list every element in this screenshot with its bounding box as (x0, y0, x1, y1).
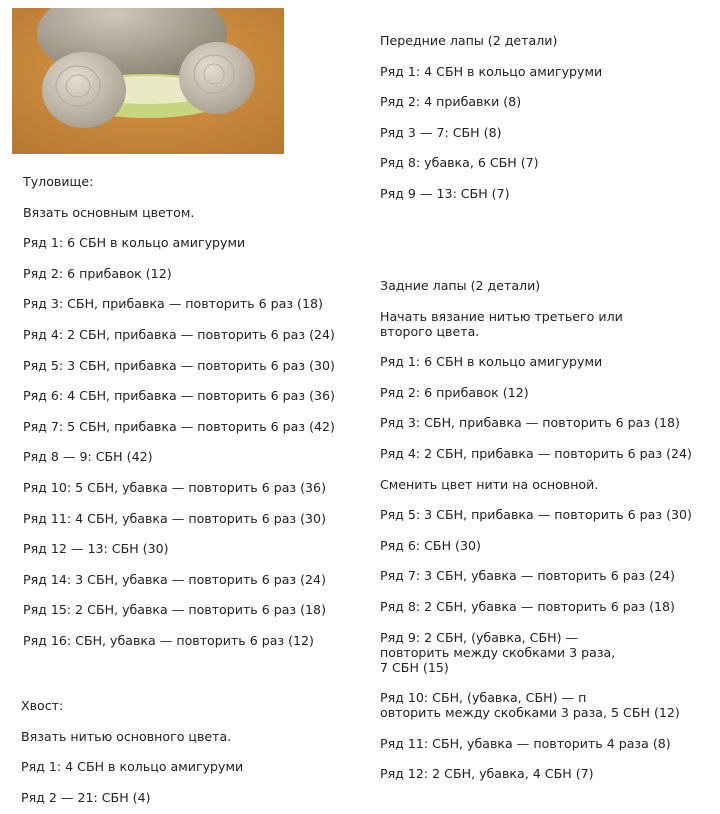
back-paws-line: Ряд 6: СБН (30) (380, 537, 481, 553)
front-paws-line: Ряд 2: 4 прибавки (8) (380, 94, 522, 110)
front-paws-heading: Передние лапы (2 детали) (380, 33, 558, 48)
torso-line: Ряд 6: 4 СБН, прибавка — повторить 6 раз (36) (23, 388, 335, 404)
front-paws-line: Ряд 8: убавка, 6 СБН (7) (380, 155, 539, 171)
back-paws-line: Ряд 7: 3 СБН, убавка — повторить 6 раз (24) (380, 568, 675, 584)
back-paws-line: Ряд 8: 2 СБН, убавка — повторить 6 раз (18) (380, 599, 675, 614)
tail-line: Ряд 1: 4 СБН в кольцо амигуруми (21, 759, 244, 775)
back-paws-line: Ряд 2: 6 прибавок (12) (380, 384, 529, 400)
torso-line: Ряд 15: 2 СБН, убавка — повторить 6 раз (18) (23, 602, 326, 618)
torso-line: Ряд 1: 6 СБН в кольцо амигуруми (23, 235, 246, 251)
back-paws-heading: Задние лапы (2 детали) (380, 278, 541, 293)
tail-line: Вязать нитью основного цвета. (21, 728, 232, 744)
back-paws-line: Ряд 9: 2 СБН, (убавка, СБН) — повторить между скобками 3 раза, 7 СБН (15) (380, 629, 616, 675)
torso-line: Ряд 3: СБН, прибавка — повторить 6 раз (18) (23, 296, 323, 312)
torso-line: Ряд 4: 2 СБН, прибавка — повторить 6 раз (24) (23, 327, 335, 342)
back-paws-line: Сменить цвет нити на основной. (380, 476, 599, 492)
amigurumi-photo-graphic (12, 8, 284, 154)
amigurumi-photo (12, 8, 284, 154)
torso-line: Ряд 12 — 13: СБН (30) (23, 541, 169, 557)
torso-line: Ряд 11: 4 СБН, убавка — повторить 6 раз (30) (23, 510, 326, 526)
torso-line: Ряд 2: 6 прибавок (12) (23, 265, 172, 281)
back-paws-line: Ряд 3: СБН, прибавка — повторить 6 раз (18) (380, 415, 680, 431)
front-paws-line: Ряд 3 — 7: СБН (8) (380, 124, 502, 140)
back-paws-line: Ряд 5: 3 СБН, прибавка — повторить 6 раз (30) (380, 507, 692, 523)
tail-heading: Хвост: (21, 698, 64, 713)
back-paws-line: Ряд 11: СБН, убавка — повторить 4 раза (8) (380, 735, 671, 751)
torso-line: Ряд 16: СБН, убавка — повторить 6 раз (12) (23, 633, 314, 648)
torso-line: Ряд 8 — 9: СБН (42) (23, 449, 153, 465)
back-paws-line: Ряд 4: 2 СБН, прибавка — повторить 6 раз (24) (380, 446, 692, 461)
torso-line: Вязать основным цветом. (23, 204, 195, 220)
torso-heading: Туловище: (23, 174, 94, 189)
front-paws-line: Ряд 1: 4 СБН в кольцо амигуруми (380, 63, 603, 79)
back-paws-line: Начать вязание нитью третьего или второго цвета. (380, 308, 623, 339)
back-paws-line: Ряд 1: 6 СБН в кольцо амигуруми (380, 354, 603, 370)
back-paws-line: Ряд 10: СБН, (убавка, СБН) — п овторить между скобками 3 раза, 5 СБН (12) (380, 690, 680, 721)
back-paws-line: Ряд 12: 2 СБН, убавка, 4 СБН (7) (380, 766, 594, 782)
torso-line: Ряд 10: 5 СБН, убавка — повторить 6 раз (36) (23, 480, 326, 495)
torso-line: Ряд 7: 5 СБН, прибавка — повторить 6 раз (42) (23, 418, 335, 434)
tail-line: Ряд 2 — 21: СБН (4) (21, 789, 151, 805)
torso-line: Ряд 14: 3 СБН, убавка — повторить 6 раз (24) (23, 571, 326, 587)
torso-line: Ряд 5: 3 СБН, прибавка — повторить 6 раз (30) (23, 357, 335, 373)
front-paws-line: Ряд 9 — 13: СБН (7) (380, 186, 510, 201)
